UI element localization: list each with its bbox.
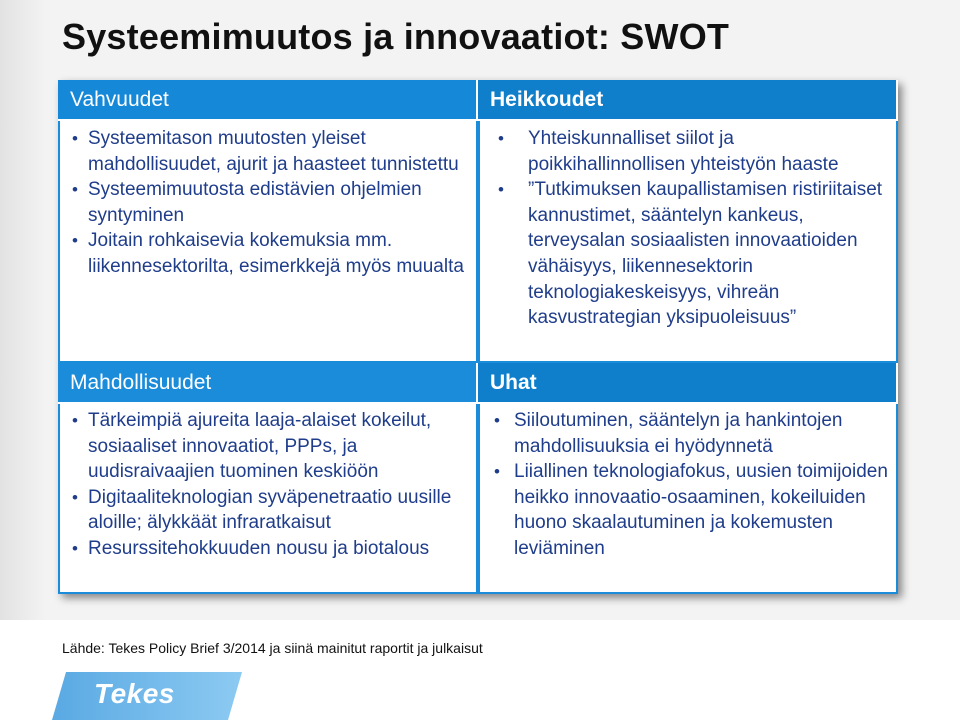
tekes-logo: Tekes bbox=[94, 678, 175, 709]
opportunities-heading: Mahdollisuudet bbox=[58, 363, 478, 404]
threats-body bbox=[478, 404, 898, 594]
threats-item: • Siiloutuminen, sääntelyn ja hankintojen mahdollisuuksia ei hyödynnetä bbox=[490, 408, 888, 459]
strengths-quadrant bbox=[58, 80, 478, 363]
strengths-body bbox=[58, 121, 478, 363]
weaknesses-heading: Heikkoudet bbox=[478, 80, 898, 121]
opportunities-body bbox=[58, 404, 478, 594]
threats-heading: Uhat bbox=[478, 363, 898, 404]
strengths-item: • Systeemimuutosta edistävien ohjelmien syntyminen bbox=[70, 177, 468, 228]
opportunities-item: • Digitaaliteknologian syväpenetraatio uusille aloille; älykkäät infraratkaisut bbox=[70, 485, 468, 536]
strengths-heading: Vahvuudet bbox=[58, 80, 478, 121]
opportunities-quadrant bbox=[58, 363, 478, 594]
strengths-list bbox=[70, 126, 468, 280]
threats-list bbox=[490, 408, 888, 562]
threats-quadrant bbox=[478, 363, 898, 594]
strengths-item: • Systeemitason muutosten yleiset mahdollisuudet, ajurit ja haasteet tunnistettu bbox=[70, 126, 468, 177]
slide-title: Systeemimuutos ja innovaatiot: SWOT bbox=[62, 16, 730, 57]
opportunities-item: • Resurssitehokkuuden nousu ja biotalous bbox=[70, 536, 468, 562]
source-note: Lähde: Tekes Policy Brief 3/2014 ja siinä mainitut raportit ja julkaisut bbox=[62, 640, 483, 656]
weaknesses-item: • ”Tutkimuksen kaupallistamisen ristiriitaiset kannustimet, sääntelyn kankeus, terveysalan sosiaalisten innovaatioiden vähäisyys, liikennesektorin teknologiakeskeisyys, vihreän kasvustrategian yksipuoleisuus” bbox=[490, 177, 888, 331]
weaknesses-item: • Yhteiskunnalliset siilot ja poikkihallinnollisen yhteistyön haaste bbox=[490, 126, 888, 177]
threats-item: • Liiallinen teknologiafokus, uusien toimijoiden heikko innovaatio-osaaminen, kokeiluiden huono skaalautuminen ja kokemusten leviäminen bbox=[490, 459, 888, 561]
opportunities-item: • Tärkeimpiä ajureita laaja-alaiset kokeilut, sosiaaliset innovaatiot, PPPs, ja uudisraivaajien tuominen keskiöön bbox=[70, 408, 468, 485]
swot-matrix bbox=[58, 80, 898, 594]
weaknesses-list bbox=[490, 126, 888, 331]
weaknesses-quadrant bbox=[478, 80, 898, 363]
weaknesses-body bbox=[478, 121, 898, 363]
opportunities-list bbox=[70, 408, 468, 562]
strengths-item: • Joitain rohkaisevia kokemuksia mm. liikennesektorilta, esimerkkejä myös muualta bbox=[70, 228, 468, 279]
